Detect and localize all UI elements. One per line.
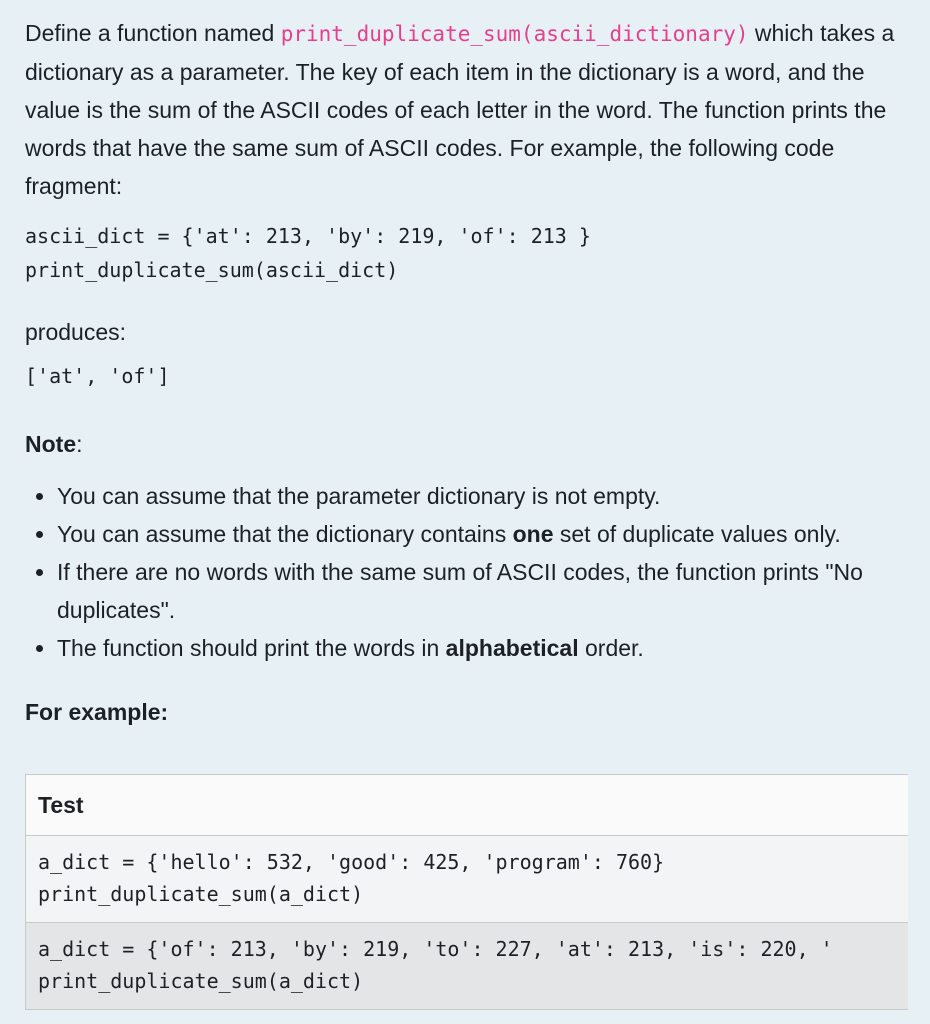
note-heading <box>25 425 908 463</box>
expected-output: ['at', 'of'] <box>25 364 170 388</box>
note-item-bold: one <box>512 521 554 547</box>
list-item <box>57 477 908 515</box>
note-item-text: order. <box>578 635 644 661</box>
intro-paragraph <box>25 14 908 205</box>
for-example-label: For example: <box>25 699 169 725</box>
list-item <box>57 629 908 667</box>
intro-rest: which takes a dictionary as a parameter. The key of each item in the dictionary is a word, and the value is the sum of the ASCII codes of each letter in the word. The function prints the words that have the same sum of ASCII codes. For example, the following code fragment: <box>25 20 895 199</box>
note-item-text: You can assume that the dictionary contains <box>57 521 513 547</box>
note-item-text: If there are no words with the same sum of ASCII codes, the function prints "No duplicates". <box>57 559 863 623</box>
list-item <box>57 515 908 553</box>
test-code: a_dict = {'hello': 532, 'good': 425, 'program': 760} print_duplicate_sum(a_dict) <box>38 850 665 906</box>
note-colon: : <box>76 431 83 457</box>
table-row <box>26 923 909 1010</box>
note-label: Note <box>25 431 77 457</box>
table-header-row <box>26 775 909 836</box>
note-item-bold: alphabetical <box>445 635 579 661</box>
list-item <box>57 553 908 629</box>
function-signature: print_duplicate_sum(ascii_dictionary) <box>280 22 749 46</box>
note-item-text: The function should print the words in <box>57 635 446 661</box>
note-item-text: set of duplicate values only. <box>553 521 841 547</box>
intro-prefix: Define a function named <box>25 20 281 46</box>
table-cell <box>26 836 909 923</box>
question-text <box>25 14 908 731</box>
note-item-text: You can assume that the parameter dictionary is not empty. <box>57 483 661 509</box>
table-cell <box>26 923 909 1010</box>
examples-table <box>25 774 908 1010</box>
test-column-header: Test <box>26 775 909 836</box>
produces-label: produces: <box>25 319 127 345</box>
table-row <box>26 836 909 923</box>
test-code: a_dict = {'of': 213, 'by': 219, 'to': 227, 'at': 213, 'is': 220, ' print_duplicate_sum(a_dict) <box>38 937 833 993</box>
code-fragment: ascii_dict = {'at': 213, 'by': 219, 'of': 213 } print_duplicate_sum(ascii_dict) <box>25 224 591 282</box>
notes-list <box>25 477 908 667</box>
